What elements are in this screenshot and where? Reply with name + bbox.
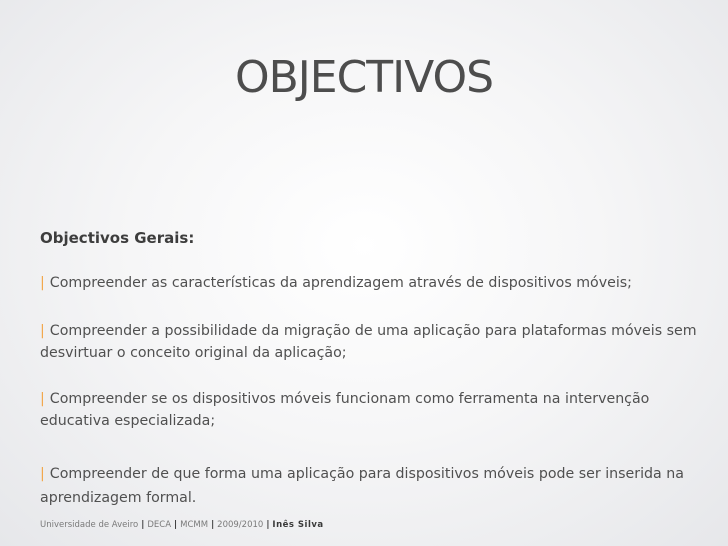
footer-author: Inês Silva — [272, 520, 324, 530]
footer-separator: | — [174, 520, 178, 530]
footer-course: MCMM — [180, 520, 209, 530]
footer-dept: DECA — [147, 520, 172, 530]
bullet-bar-icon: | — [40, 391, 45, 407]
list-item-text: Compreender as características da aprendizagem através de dispositivos móveis; — [49, 275, 632, 291]
footer-separator: | — [266, 520, 270, 530]
footer-separator: | — [211, 520, 215, 530]
list-item-text: Compreender a possibilidade da migração de uma aplicação para plataformas móveis sem desvirtuar o conceito original da aplicação; — [40, 323, 697, 361]
slide-footer — [40, 520, 324, 530]
list-item-text: Compreender de que forma uma aplicação para dispositivos móveis pode ser inserida na aprendizagem formal. — [40, 466, 684, 506]
bullet-bar-icon: | — [40, 323, 45, 339]
list-item — [40, 462, 700, 510]
footer-university: Universidade de Aveiro — [40, 520, 139, 530]
list-item-text: Compreender se os dispositivos móveis funcionam como ferramenta na intervenção educativa especializada; — [40, 391, 650, 429]
list-item — [40, 388, 700, 432]
bullet-bar-icon: | — [40, 466, 45, 482]
bullet-bar-icon: | — [40, 275, 45, 291]
footer-year: 2009/2010 — [217, 520, 264, 530]
list-item — [40, 272, 700, 294]
list-item — [40, 320, 700, 364]
footer-separator: | — [141, 520, 145, 530]
slide-title: OBJECTIVOS — [234, 52, 494, 103]
section-subtitle: Objectivos Gerais: — [40, 229, 195, 247]
